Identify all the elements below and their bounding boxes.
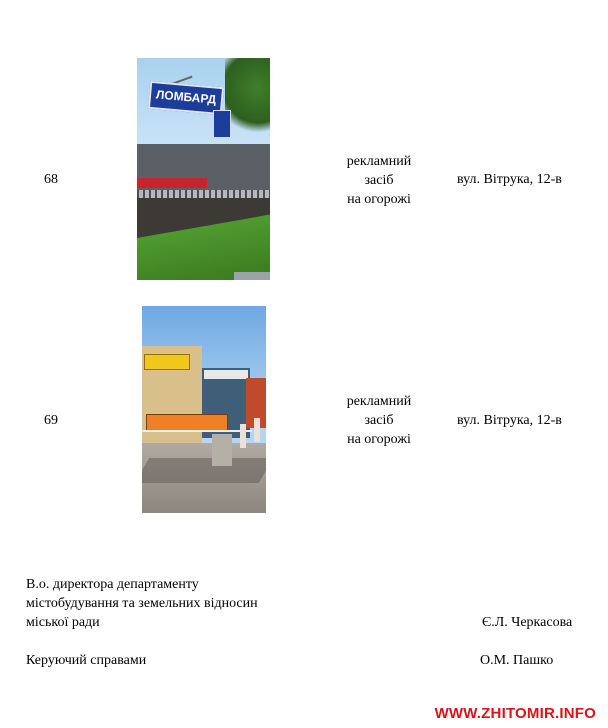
kiosk-sign	[204, 370, 248, 379]
post	[254, 418, 260, 442]
pawnshop-sign-text: ЛОМБАРД	[155, 87, 217, 107]
rail	[142, 430, 252, 432]
manager-name: О.М. Пашко	[480, 653, 554, 668]
watermark: WWW.ZHITOMIR.INFO	[434, 705, 596, 722]
signer-name: Є.Л. Черкасова	[482, 615, 573, 630]
kiosk-sign	[144, 354, 190, 370]
ad-type-line: рекламний	[346, 394, 412, 409]
signer-title	[26, 575, 258, 632]
fence	[137, 190, 270, 198]
signer-title-line: містобудування та земельних відносин	[26, 596, 258, 611]
ad-type-line: рекламний	[346, 154, 412, 169]
address: вул. Вітрука, 12-в	[457, 413, 562, 428]
billboard-photo	[137, 58, 270, 280]
ad-type-line: засіб	[364, 413, 394, 428]
address: вул. Вітрука, 12-в	[457, 172, 562, 187]
signer-title-line: В.о. директора департаменту	[26, 577, 199, 592]
awning	[137, 178, 207, 188]
fence	[212, 434, 232, 466]
tree	[225, 58, 270, 142]
billboard-photo	[142, 306, 266, 513]
ad-type	[329, 392, 429, 449]
ad-type-line: на огорожі	[347, 192, 411, 207]
row-number: 69	[44, 413, 58, 428]
row-number: 68	[44, 172, 58, 187]
vertical-sign	[213, 110, 231, 138]
ad-type	[329, 152, 429, 209]
shadow	[142, 458, 266, 483]
ad-type-line: на огорожі	[347, 432, 411, 447]
post	[240, 424, 246, 448]
ad-type-line: засіб	[364, 173, 394, 188]
sidewalk	[234, 272, 270, 280]
signer-title-line: міської ради	[26, 615, 100, 630]
manager-title: Керуючий справами	[26, 653, 147, 668]
